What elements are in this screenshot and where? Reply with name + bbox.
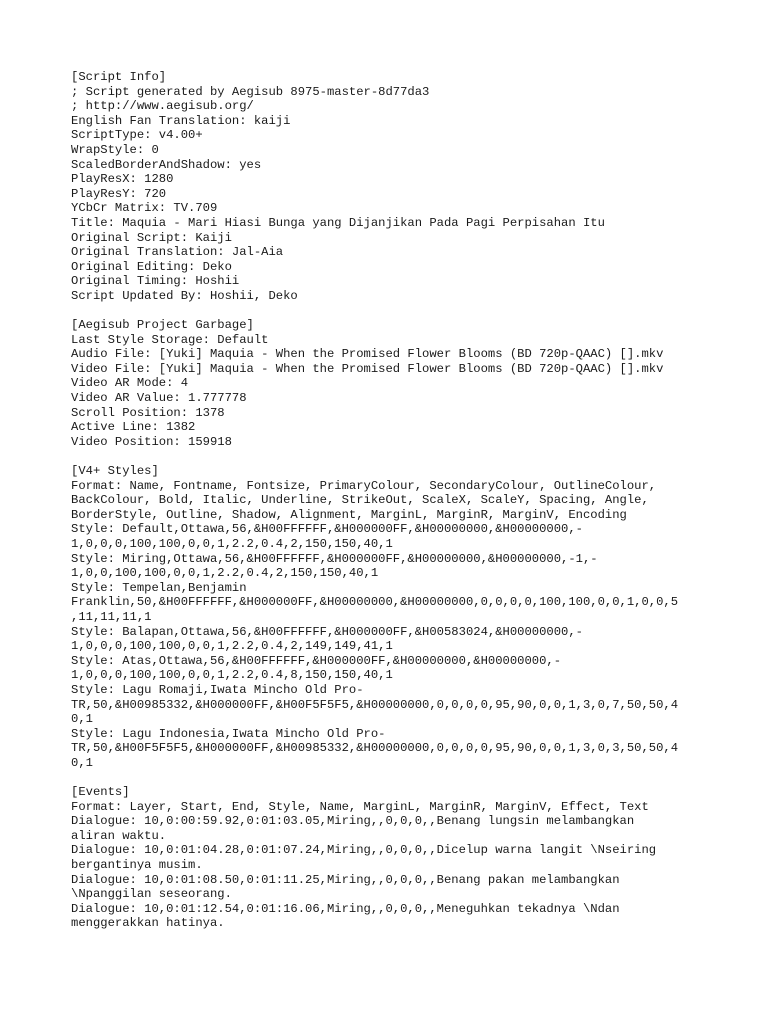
text-line: ScaledBorderAndShadow: yes — [71, 157, 262, 172]
text-line: 0,1 — [71, 712, 93, 727]
text-line: Format: Layer, Start, End, Style, Name, MarginL, MarginR, MarginV, Effect, Text — [71, 799, 649, 814]
text-line: Style: Balapan,Ottawa,56,&H00FFFFFF,&H000000FF,&H00583024,&H00000000,- — [71, 624, 583, 639]
text-line: Original Translation: Jal-Aia — [71, 245, 284, 260]
text-line: 1,0,0,0,100,100,0,0,1,2.2,0.4,2,149,149,41,1 — [71, 639, 393, 654]
text-line: PlayResX: 1280 — [71, 172, 174, 187]
text-line: \Npanggilan seseorang. — [71, 887, 232, 902]
text-line: TR,50,&H00985332,&H000000FF,&H00F5F5F5,&H00000000,0,0,0,0,95,90,0,0,1,3,0,7,50,50,4 — [71, 697, 679, 712]
text-line: [Events] — [71, 785, 130, 800]
blank-line — [71, 304, 711, 319]
text-line: Dialogue: 10,0:01:12.54,0:01:16.06,Miring,,0,0,0,,Meneguhkan tekadnya \Ndan — [71, 901, 620, 916]
text-line: Style: Miring,Ottawa,56,&H00FFFFFF,&H000000FF,&H00000000,&H00000000,-1,- — [71, 551, 598, 566]
text-line: Video File: [Yuki] Maquia - When the Promised Flower Blooms (BD 720p-QAAC) [].mkv — [71, 361, 664, 376]
text-line: Dialogue: 10,0:01:08.50,0:01:11.25,Miring,,0,0,0,,Benang pakan melambangkan — [71, 872, 620, 887]
text-line: Scroll Position: 1378 — [71, 405, 225, 420]
text-line: Title: Maquia - Mari Hiasi Bunga yang Dijanjikan Pada Pagi Perpisahan Itu — [71, 215, 605, 230]
text-line: Video AR Mode: 4 — [71, 376, 189, 391]
text-line: Last Style Storage: Default — [71, 332, 269, 347]
text-line: menggerakkan hatinya. — [71, 916, 225, 931]
text-line: Style: Lagu Indonesia,Iwata Mincho Old Pro- — [71, 726, 386, 741]
text-line: [Aegisub Project Garbage] — [71, 318, 254, 333]
text-line: 1,0,0,0,100,100,0,0,1,2.2,0.4,8,150,150,40,1 — [71, 668, 393, 683]
text-line: Franklin,50,&H00FFFFFF,&H000000FF,&H00000000,&H00000000,0,0,0,0,100,100,0,0,1,0,0,5 — [71, 595, 679, 610]
text-line: Dialogue: 10,0:00:59.92,0:01:03.05,Miring,,0,0,0,,Benang lungsin melambangkan — [71, 814, 635, 829]
text-line: BorderStyle, Outline, Shadow, Alignment, MarginL, MarginR, MarginV, Encoding — [71, 507, 627, 522]
text-line: ScriptType: v4.00+ — [71, 128, 203, 143]
text-line: [Script Info] — [71, 70, 167, 84]
text-line: Original Editing: Deko — [71, 259, 232, 274]
text-line: Style: Default,Ottawa,56,&H00FFFFFF,&H000000FF,&H00000000,&H00000000,- — [71, 522, 583, 537]
blank-line — [71, 771, 711, 786]
text-line: Original Script: Kaiji — [71, 230, 232, 245]
text-line: 1,0,0,100,100,0,0,1,2.2,0.4,2,150,150,40,1 — [71, 566, 379, 581]
text-line: Style: Atas,Ottawa,56,&H00FFFFFF,&H000000FF,&H00000000,&H00000000,- — [71, 653, 562, 668]
text-line: Script Updated By: Hoshii, Deko — [71, 288, 298, 303]
text-line: PlayResY: 720 — [71, 186, 167, 201]
text-line: Style: Tempelan,Benjamin — [71, 580, 247, 595]
script-document — [71, 70, 711, 931]
text-line: WrapStyle: 0 — [71, 142, 159, 157]
text-line: Video AR Value: 1.777778 — [71, 391, 247, 406]
text-line: 1,0,0,0,100,100,0,0,1,2.2,0.4,2,150,150,40,1 — [71, 537, 393, 551]
text-line: English Fan Translation: kaiji — [71, 113, 291, 128]
text-line: Dialogue: 10,0:01:04.28,0:01:07.24,Miring,,0,0,0,,Dicelup warna langit \Nseiring — [71, 843, 657, 858]
text-line: TR,50,&H00F5F5F5,&H000000FF,&H00985332,&H00000000,0,0,0,0,95,90,0,0,1,3,0,3,50,50,4 — [71, 741, 679, 756]
text-line: Format: Name, Fontname, Fontsize, PrimaryColour, SecondaryColour, OutlineColour, — [71, 478, 657, 493]
text-line: ; http://www.aegisub.org/ — [71, 99, 254, 114]
text-line: bergantinya musim. — [71, 858, 203, 873]
text-line: ,11,11,11,1 — [71, 609, 152, 624]
text-line: Style: Lagu Romaji,Iwata Mincho Old Pro- — [71, 682, 364, 697]
text-line: Active Line: 1382 — [71, 420, 196, 435]
text-line: BackColour, Bold, Italic, Underline, StrikeOut, ScaleX, ScaleY, Spacing, Angle, — [71, 493, 649, 508]
text-line: Audio File: [Yuki] Maquia - When the Promised Flower Blooms (BD 720p-QAAC) [].mkv — [71, 347, 664, 362]
text-line: [V4+ Styles] — [71, 464, 159, 479]
text-line: 0,1 — [71, 755, 93, 770]
text-line: Original Timing: Hoshii — [71, 274, 240, 289]
text-line: YCbCr Matrix: TV.709 — [71, 201, 218, 216]
text-line: ; Script generated by Aegisub 8975-master-8d77da3 — [71, 84, 430, 99]
blank-line — [71, 449, 711, 464]
text-line: aliran waktu. — [71, 828, 167, 843]
text-line: Video Position: 159918 — [71, 434, 232, 449]
